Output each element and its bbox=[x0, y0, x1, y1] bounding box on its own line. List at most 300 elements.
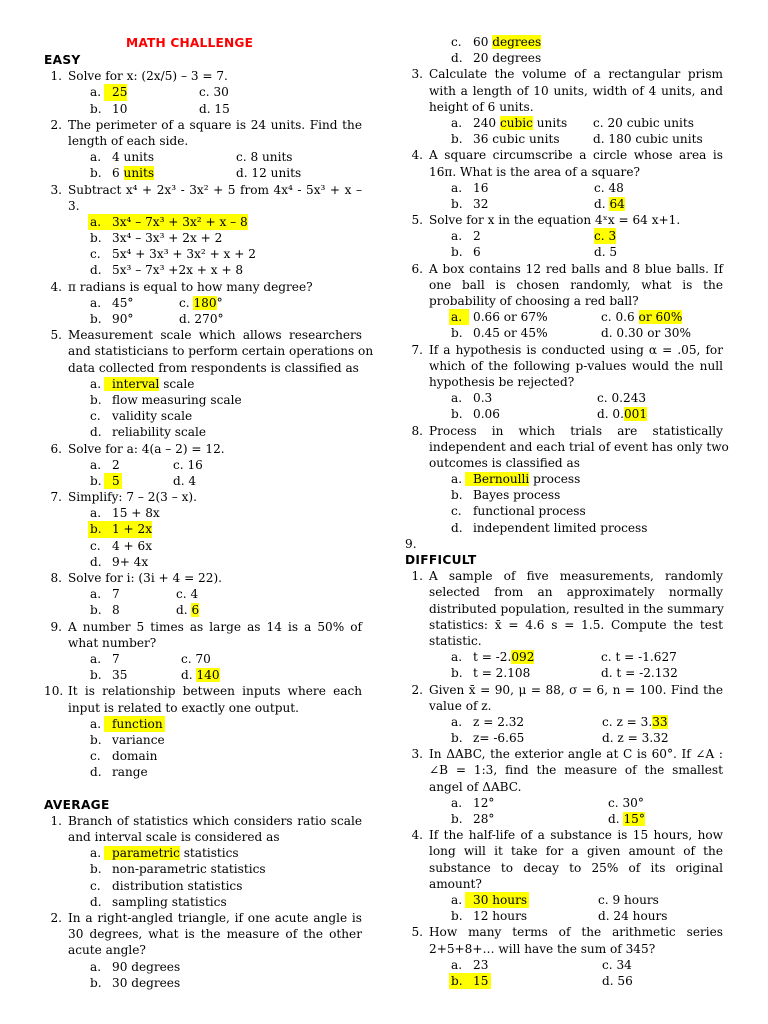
choice-row bbox=[44, 586, 362, 602]
question-text: Subtract x⁴ + 2x³ - 3x² + 5 from 4x⁴ - 5x³ + x – bbox=[68, 182, 362, 197]
question-text: acute angle? bbox=[68, 943, 146, 958]
choice-row bbox=[405, 973, 723, 989]
choice-text: process bbox=[529, 472, 581, 487]
choice-row bbox=[405, 714, 723, 730]
choice-b: variance bbox=[112, 732, 165, 747]
question-stem bbox=[44, 489, 362, 505]
choice-c: c. 8 units bbox=[236, 150, 293, 165]
question-stem bbox=[405, 423, 723, 439]
choice-row bbox=[405, 228, 723, 244]
question-stem-continued bbox=[44, 635, 362, 651]
choice-row bbox=[44, 311, 362, 327]
choice-b-highlighted: 1 + 2x bbox=[106, 521, 152, 537]
question-stem-continued bbox=[44, 926, 362, 942]
question-text: Given x̄ = 90, μ = 88, σ = 6, n = 100. Find the bbox=[429, 682, 723, 697]
choice-row bbox=[44, 845, 362, 861]
choice-row bbox=[405, 730, 723, 746]
choice-label: a. bbox=[451, 391, 463, 406]
choice-label: d. bbox=[90, 765, 102, 780]
choice-row bbox=[44, 975, 362, 991]
choice-d bbox=[176, 602, 199, 618]
choice-text: scale bbox=[159, 376, 195, 391]
question-number: 8. bbox=[50, 571, 62, 585]
choice-b: 90° bbox=[112, 312, 134, 326]
question-text: distributed population, resulted in the summary bbox=[429, 601, 724, 616]
spacer bbox=[44, 780, 362, 796]
answer-highlight: degrees bbox=[492, 35, 542, 49]
choice-c bbox=[601, 309, 682, 325]
worksheet-title: MATH CHALLENGE bbox=[126, 36, 254, 50]
choice-c: domain bbox=[112, 749, 158, 764]
choice-row bbox=[44, 748, 362, 764]
question-stem-continued bbox=[44, 133, 362, 149]
question-number: 4. bbox=[50, 279, 62, 294]
question-text: 16π. What is the area of a square? bbox=[429, 164, 640, 179]
choice-row bbox=[44, 101, 362, 117]
choice-c: distribution statistics bbox=[112, 878, 243, 893]
question-text: Solve for a: 4(a – 2) = 12. bbox=[68, 441, 225, 456]
question-text: hypothesis be rejected? bbox=[429, 374, 575, 389]
question-stem-continued bbox=[405, 941, 723, 957]
choice-c: 5x⁴ + 3x³ + 3x² + x + 2 bbox=[112, 247, 256, 262]
question-stem bbox=[405, 212, 723, 228]
choice-text: d. 0. bbox=[597, 407, 624, 422]
choice-b-highlighted: 15 bbox=[467, 973, 491, 989]
choice-row bbox=[44, 473, 362, 489]
choice-a-highlighted: function bbox=[104, 716, 165, 732]
question-text: If a hypothesis is conducted using α = .05, for bbox=[429, 342, 723, 357]
choice-label: b. bbox=[451, 326, 463, 341]
question-number: 9. bbox=[405, 536, 417, 551]
choice-row bbox=[44, 894, 362, 910]
choice-a: 16 bbox=[473, 180, 489, 195]
choice-c: c. 30° bbox=[608, 795, 644, 810]
choice-label: a. bbox=[90, 716, 102, 731]
choice-label: b. bbox=[90, 603, 102, 618]
choice-label: d. bbox=[90, 894, 102, 909]
question-stem bbox=[405, 147, 723, 163]
choice-c: c. 20 cubic units bbox=[593, 115, 694, 130]
choice-text: 240 bbox=[473, 115, 500, 130]
choice-text: c. 0.6 bbox=[601, 310, 639, 325]
choice-row bbox=[44, 408, 362, 424]
choice-d: d. z = 3.32 bbox=[602, 731, 669, 746]
choice-b: z= -6.65 bbox=[473, 731, 525, 746]
choice-row bbox=[44, 521, 362, 537]
question-number: 1. bbox=[411, 569, 423, 584]
choice-label: b. bbox=[90, 473, 102, 488]
question-text: length of each side. bbox=[68, 133, 189, 148]
question-number: 4. bbox=[411, 148, 423, 163]
choice-text: units bbox=[532, 115, 568, 130]
choice-text: t = -2. bbox=[473, 650, 512, 665]
worksheet-title-row bbox=[44, 34, 362, 52]
question-text: A number 5 times as large as 14 is a 50% of bbox=[68, 619, 362, 634]
choice-label: a. bbox=[451, 892, 463, 907]
choice-d: 5x³ – 7x³ +2x + x + 8 bbox=[112, 263, 244, 278]
choice-a: 2 bbox=[473, 229, 481, 244]
question-text: A square circumscribe a circle whose area is bbox=[429, 148, 723, 163]
question-text: substance to decay to 25% of its original bbox=[429, 860, 723, 875]
choice-row bbox=[405, 487, 723, 503]
question-stem-continued bbox=[405, 698, 723, 714]
question-number: 8. bbox=[411, 423, 423, 438]
choice-row bbox=[44, 732, 362, 748]
choice-label: b. bbox=[449, 973, 469, 989]
question-text: In a right-angled triangle, if one acute angle is bbox=[68, 910, 362, 925]
question-text: 2+5+8+… will have the sum of 345? bbox=[429, 941, 656, 956]
choice-row bbox=[405, 406, 723, 422]
question-number: 3. bbox=[411, 67, 423, 82]
choice-label: b. bbox=[88, 521, 108, 537]
choice-a-highlighted: 25 bbox=[104, 84, 127, 100]
choice-row bbox=[44, 214, 362, 230]
question-stem-continued bbox=[405, 358, 723, 374]
choice-label: c. bbox=[90, 409, 101, 424]
question-text: data collected from respondents is classified as bbox=[68, 360, 359, 375]
question-text: one ball is chosen randomly, what is the bbox=[429, 277, 723, 292]
choice-d: 9+ 4x bbox=[112, 554, 149, 569]
question-stem-continued bbox=[405, 455, 723, 471]
choice-row bbox=[44, 457, 362, 473]
question-text: A box contains 12 red balls and 8 blue balls. If bbox=[429, 261, 723, 276]
question-stem bbox=[44, 910, 362, 926]
question-number: 2. bbox=[411, 682, 423, 697]
section-heading-difficult: DIFFICULT bbox=[405, 553, 477, 567]
choice-row bbox=[44, 505, 362, 521]
choice-label: a. bbox=[90, 150, 102, 165]
choice-b: 12 hours bbox=[473, 909, 528, 924]
choice-row bbox=[405, 908, 723, 924]
choice-a bbox=[104, 845, 239, 861]
question-stem bbox=[44, 570, 362, 586]
question-text: Simplify: 7 – 2(3 – x). bbox=[68, 490, 197, 505]
question-stem-continued bbox=[405, 860, 723, 876]
choice-label: b. bbox=[451, 731, 463, 746]
choice-c bbox=[179, 295, 223, 311]
choice-d: d. 56 bbox=[602, 973, 633, 988]
choice-c: functional process bbox=[473, 504, 586, 519]
question-stem-continued bbox=[405, 83, 723, 99]
answer-highlight: Bernoulli bbox=[465, 472, 529, 486]
choice-row bbox=[405, 892, 723, 908]
question-stem-continued bbox=[405, 601, 723, 617]
choice-a: 7 bbox=[112, 651, 120, 666]
choice-row bbox=[405, 503, 723, 519]
section-heading-easy: EASY bbox=[44, 53, 81, 67]
choice-row bbox=[44, 651, 362, 667]
choice-d bbox=[597, 406, 647, 422]
choice-text: c. bbox=[179, 295, 194, 310]
choice-row bbox=[405, 131, 723, 147]
choice-d: d. 15 bbox=[199, 101, 230, 116]
choice-row bbox=[405, 115, 723, 131]
choice-d: d. 0.30 or 30% bbox=[601, 326, 691, 341]
choice-label: d. bbox=[90, 554, 102, 569]
question-stem bbox=[44, 683, 362, 699]
choice-row bbox=[44, 861, 362, 877]
question-stem-continued bbox=[44, 343, 374, 359]
choice-row bbox=[44, 295, 362, 311]
question-stem-continued bbox=[44, 942, 362, 958]
choice-label: b. bbox=[451, 196, 463, 211]
choice-label: b. bbox=[451, 407, 463, 422]
choice-label: b. bbox=[451, 812, 463, 826]
choice-row bbox=[44, 667, 362, 683]
choice-row bbox=[44, 376, 362, 392]
choice-row bbox=[405, 665, 723, 681]
question-stem bbox=[44, 68, 362, 84]
choice-b: 28° bbox=[473, 812, 495, 826]
question-text: what number? bbox=[68, 635, 157, 650]
choice-c: c. 34 bbox=[602, 957, 632, 972]
choice-label: a. bbox=[451, 115, 463, 130]
choice-row bbox=[405, 244, 723, 260]
question-text: Branch of statistics which considers ratio scale bbox=[68, 813, 362, 828]
answer-highlight: 6 bbox=[191, 603, 200, 618]
choice-d: d. 5 bbox=[594, 245, 618, 260]
question-number: 1. bbox=[50, 813, 62, 828]
section-heading-average: AVERAGE bbox=[44, 797, 110, 812]
question-text: with a length of 10 units, width of 4 units, and bbox=[429, 83, 723, 98]
choice-label: a. bbox=[451, 795, 463, 810]
choice-label: d. bbox=[451, 520, 463, 535]
left-column bbox=[44, 34, 374, 991]
question-stem-continued bbox=[44, 360, 362, 376]
question-text: and interval scale is considered as bbox=[68, 830, 280, 844]
choice-row bbox=[405, 180, 723, 196]
choice-row bbox=[405, 309, 723, 325]
choice-label: a. bbox=[90, 846, 102, 861]
choice-row bbox=[405, 649, 723, 665]
question-stem-continued bbox=[405, 277, 723, 293]
choice-c: validity scale bbox=[112, 409, 193, 424]
choice-d: d. 270° bbox=[179, 312, 224, 326]
choice-text: d. bbox=[608, 812, 624, 826]
choice-d: 20 degrees bbox=[473, 51, 542, 66]
question-stem-continued bbox=[405, 374, 723, 390]
choice-c: c. 9 hours bbox=[598, 892, 659, 907]
choice-a: 7 bbox=[112, 587, 120, 602]
choice-a bbox=[473, 115, 567, 131]
choice-row bbox=[44, 538, 362, 554]
choice-row bbox=[44, 84, 362, 100]
choice-label: a. bbox=[90, 506, 102, 521]
question-text: value of z. bbox=[429, 698, 492, 713]
question-text: statistic. bbox=[429, 633, 482, 648]
choice-row bbox=[405, 795, 723, 811]
choice-c: c. t = -1.627 bbox=[601, 650, 677, 665]
choice-row bbox=[44, 764, 362, 780]
question-text: The perimeter of a square is 24 units. Find the bbox=[68, 117, 362, 132]
question-text: which of the following p-values would the null bbox=[429, 358, 723, 373]
question-stem-continued bbox=[405, 633, 723, 649]
choice-d: d. 12 units bbox=[236, 166, 302, 181]
question-number: 6. bbox=[50, 441, 62, 456]
answer-highlight: 140 bbox=[196, 668, 220, 683]
question-stem bbox=[44, 182, 362, 198]
choice-c: c. 30 bbox=[199, 85, 229, 100]
choice-text: d. bbox=[181, 668, 197, 683]
choice-a-highlighted: 30 hours bbox=[465, 892, 529, 908]
choice-row bbox=[405, 811, 723, 827]
choice-a-highlighted: 3x⁴ – 7x³ + 3x² + x – 8 bbox=[106, 214, 248, 230]
choice-label: a. bbox=[451, 714, 463, 729]
choice-b-highlighted: 5 bbox=[104, 473, 122, 489]
choice-label: a. bbox=[451, 472, 463, 487]
question-stem bbox=[405, 924, 723, 940]
choice-row bbox=[405, 471, 723, 487]
question-stem-continued bbox=[44, 198, 362, 214]
answer-highlight: 180 bbox=[193, 295, 217, 310]
choice-d bbox=[181, 667, 220, 683]
choice-label: b. bbox=[90, 101, 102, 116]
right-column bbox=[405, 34, 729, 989]
question-text: Solve for x in the equation 4ˣx = 64 x+1. bbox=[429, 213, 681, 228]
choice-label: a. bbox=[451, 650, 463, 665]
choice-row bbox=[405, 325, 723, 341]
choice-label: b. bbox=[451, 132, 463, 147]
question-stem-continued bbox=[405, 99, 723, 115]
choice-d: sampling statistics bbox=[112, 894, 227, 909]
choice-a: 90 degrees bbox=[112, 959, 181, 974]
question-stem bbox=[405, 568, 723, 584]
question-text: independent and each trial of event has only two bbox=[429, 439, 729, 454]
question-stem-continued bbox=[405, 439, 729, 455]
choice-label: b. bbox=[451, 488, 463, 503]
question-stem-continued bbox=[44, 700, 362, 716]
question-stem bbox=[405, 342, 723, 358]
choice-d bbox=[608, 811, 645, 827]
choice-label: b. bbox=[451, 245, 463, 260]
question-stem bbox=[44, 441, 362, 457]
question-number: 5. bbox=[50, 328, 62, 343]
choice-row bbox=[44, 602, 362, 618]
choice-label: b. bbox=[90, 312, 102, 326]
choice-label: c. bbox=[451, 35, 462, 49]
choice-a: 2 bbox=[112, 457, 120, 472]
choice-a: 15 + 8x bbox=[112, 506, 160, 521]
question-number: 9. bbox=[50, 619, 62, 634]
question-stem-continued bbox=[405, 876, 723, 892]
choice-c-highlighted: c. 3 bbox=[594, 229, 617, 244]
choice-c: 4 + 6x bbox=[112, 538, 153, 553]
choice-b: 35 bbox=[112, 668, 128, 683]
choice-b: 36 cubic units bbox=[473, 132, 560, 147]
question-text: height of 6 units. bbox=[429, 99, 534, 114]
choice-a bbox=[465, 471, 580, 487]
question-text: How many terms of the arithmetic series bbox=[429, 925, 723, 940]
question-stem bbox=[405, 261, 723, 277]
choice-label: d. bbox=[90, 263, 102, 278]
question-stem bbox=[405, 746, 723, 762]
choice-d: d. t = -2.132 bbox=[601, 666, 678, 681]
question-number: 5. bbox=[411, 213, 423, 228]
choice-label: a. bbox=[90, 959, 102, 974]
choice-a: 23 bbox=[473, 957, 489, 972]
question-number: 4. bbox=[411, 828, 423, 843]
choice-c: c. 70 bbox=[181, 651, 211, 666]
question-text: outcomes is classified as bbox=[429, 455, 580, 470]
choice-text: statistics bbox=[179, 846, 239, 861]
choice-text: 6 bbox=[112, 166, 124, 181]
choice-a: z = 2.32 bbox=[473, 714, 525, 729]
question-number: 2. bbox=[50, 910, 62, 925]
choice-a: 0.3 bbox=[473, 391, 493, 406]
choice-row bbox=[405, 957, 723, 973]
choice-row bbox=[44, 165, 362, 181]
choice-b: 32 bbox=[473, 196, 489, 211]
choice-label: a. bbox=[88, 214, 108, 230]
question-stem-continued bbox=[405, 843, 723, 859]
answer-highlight: 33 bbox=[652, 714, 668, 729]
question-number: 10. bbox=[44, 684, 64, 699]
choice-label: a. bbox=[90, 457, 102, 472]
choice-label: a. bbox=[90, 587, 102, 602]
answer-highlight: or 60% bbox=[638, 310, 683, 325]
choice-row bbox=[405, 196, 723, 212]
choice-b: t = 2.108 bbox=[473, 666, 531, 681]
question-text: It is relationship between inputs where each bbox=[68, 684, 362, 699]
choice-b: 0.45 or 45% bbox=[473, 326, 548, 341]
choice-b: non-parametric statistics bbox=[112, 862, 266, 877]
question-text: selected from an approximately normally bbox=[429, 585, 723, 600]
choice-row bbox=[44, 230, 362, 246]
question-text: probability of choosing a red ball? bbox=[429, 294, 639, 308]
choice-d: independent limited process bbox=[473, 520, 648, 535]
question-stem-continued bbox=[44, 829, 362, 845]
question-stem-continued bbox=[405, 164, 723, 180]
choice-label: c. bbox=[90, 247, 101, 262]
choice-c: c. 4 bbox=[176, 587, 199, 602]
choice-row bbox=[405, 520, 723, 536]
choice-row bbox=[405, 390, 723, 406]
choice-label: d. bbox=[90, 425, 102, 440]
choice-row bbox=[44, 878, 362, 894]
choice-b: 0.06 bbox=[473, 407, 500, 422]
question-text: angel of ΔABC. bbox=[429, 779, 522, 794]
choice-c bbox=[602, 714, 668, 730]
choice-row bbox=[44, 246, 362, 262]
choice-c bbox=[473, 34, 541, 50]
answer-highlight: 64 bbox=[609, 196, 625, 211]
question-number: 3. bbox=[411, 747, 423, 762]
question-stem-continued bbox=[405, 779, 723, 795]
choice-label: c. bbox=[451, 504, 462, 519]
choice-b: 3x⁴ – 3x³ + 2x + 2 bbox=[112, 231, 223, 246]
answer-highlight: units bbox=[123, 166, 155, 181]
choice-label: a. bbox=[90, 295, 102, 310]
choice-b bbox=[112, 165, 154, 181]
choice-label: a. bbox=[451, 229, 463, 244]
choice-row bbox=[44, 149, 362, 165]
choice-text: c. z = 3. bbox=[602, 714, 653, 729]
choice-a bbox=[104, 376, 194, 392]
question-stem-continued bbox=[405, 293, 723, 309]
question-text: 30 degrees, what is the measure of the other bbox=[68, 927, 362, 942]
choice-label: b. bbox=[90, 166, 102, 181]
choice-d: d. 180 cubic units bbox=[593, 132, 703, 147]
choice-d: range bbox=[112, 765, 148, 780]
choice-row bbox=[44, 262, 362, 278]
choice-label: c. bbox=[90, 538, 101, 553]
answer-highlight: parametric bbox=[104, 846, 180, 860]
question-number: 3. bbox=[50, 182, 62, 197]
question-text: statistics: x̄ = 4.6 s = 1.5. Compute the test bbox=[429, 617, 723, 632]
question-text: In ΔABC, the exterior angle at C is 60°. If ∠A : bbox=[429, 747, 723, 762]
question-text: Measurement scale which allows researchers bbox=[68, 328, 362, 343]
choice-a bbox=[473, 649, 534, 665]
